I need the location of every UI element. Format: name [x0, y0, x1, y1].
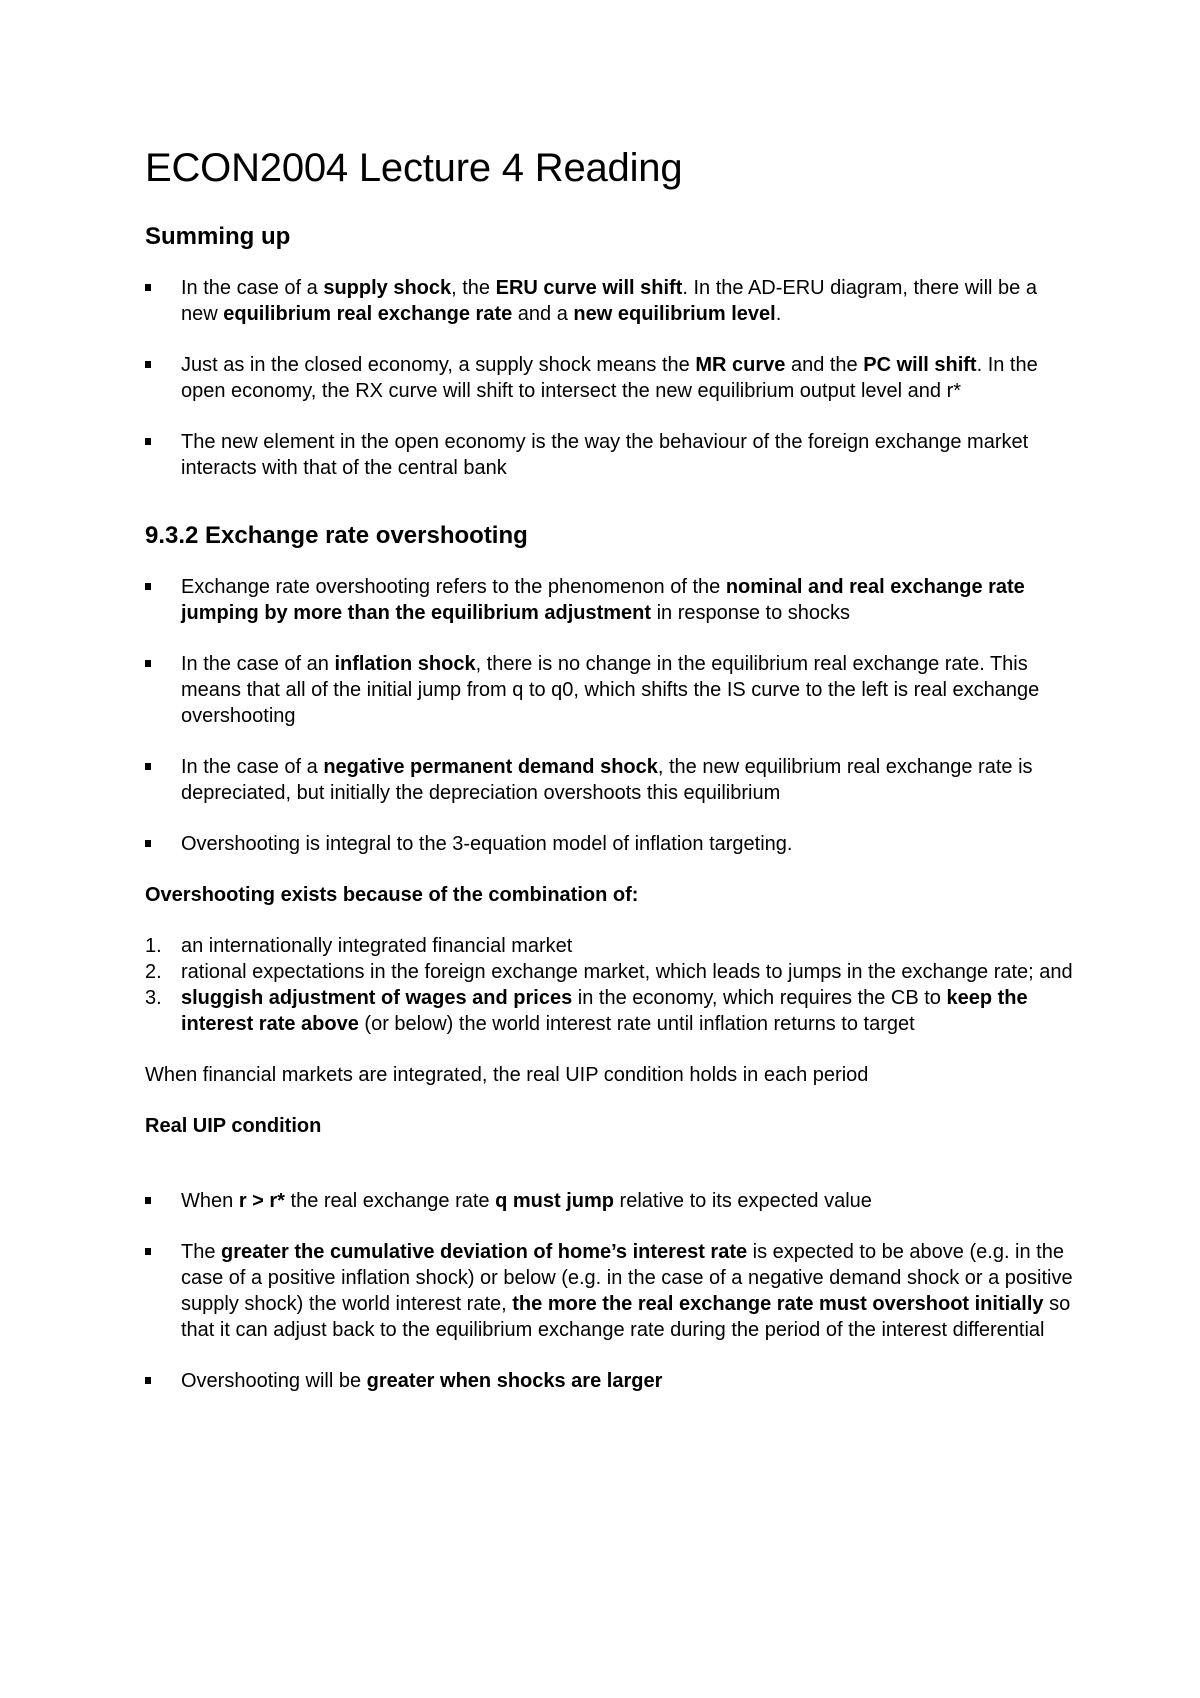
text-run: rational expectations in the foreign exchange market, which leads to jumps in the exchange rate; and — [181, 961, 1073, 983]
summing-up-list — [145, 275, 1075, 481]
uip-list — [145, 1188, 1075, 1394]
bold-text-run: the more the real exchange rate must overshoot initially — [512, 1293, 1044, 1315]
item-number: 3. — [145, 987, 162, 1009]
text-run: in the economy, which requires the CB to — [572, 987, 947, 1009]
text-run: so that it can adjust back to the equilibrium exchange rate during the period of the interest differential — [181, 1293, 1071, 1341]
text-run: Exchange rate overshooting refers to the phenomenon of the — [181, 576, 726, 598]
text-run: In the case of a — [181, 277, 324, 299]
bullet-marker — [145, 583, 151, 590]
text-run: Just as in the closed economy, a supply shock means the — [181, 354, 696, 376]
text-run: . In the AD-ERU diagram, there will be a new — [181, 277, 1037, 325]
bullet-marker — [145, 1377, 151, 1384]
text-run: , there is no change in the equilibrium real exchange rate. This means that all of the initial jump from q to q0, which shifts the IS curve to the left is real exchange overshooting — [181, 653, 1040, 727]
bold-text-run: sluggish adjustment of wages and prices — [181, 987, 573, 1009]
text-run: Overshooting will be — [181, 1370, 367, 1392]
heading-overshooting-exists: Overshooting exists because of the combination of: — [145, 884, 639, 906]
bullet-item — [145, 651, 1075, 729]
bullet-text — [181, 576, 1025, 624]
text-run: and the — [785, 354, 864, 376]
bold-text-run: equilibrium real exchange rate — [223, 303, 513, 325]
bold-text-run: supply shock — [323, 277, 452, 299]
bullet-item — [145, 1368, 1075, 1394]
text-run: . — [775, 303, 782, 325]
text-run: In the case of an — [181, 653, 335, 675]
bold-text-run: q must jump — [495, 1190, 614, 1212]
bullet-text — [181, 354, 1038, 402]
numbered-item — [145, 959, 1075, 985]
bullet-marker — [145, 1197, 151, 1204]
text-run: (or below) the world interest rate until inflation returns to target — [358, 1013, 915, 1035]
text-run: When — [181, 1190, 239, 1212]
item-number: 1. — [145, 935, 162, 957]
text-run: , the — [451, 277, 496, 299]
numbered-item — [145, 933, 1075, 959]
bold-text-run: r > r* — [238, 1190, 285, 1212]
text-run: is expected to be above (e.g. in the case of a positive inflation shock) or below (e.g. in the case of a negative demand shock or a positive supply shock) the world interest rate, — [181, 1241, 1073, 1315]
heading-summing-up: Summing up — [145, 223, 291, 250]
bold-text-run: MR curve — [695, 354, 786, 376]
bullet-item — [145, 275, 1075, 327]
bullet-text — [181, 1241, 1073, 1341]
heading-exchange-rate-overshooting: 9.3.2 Exchange rate overshooting — [145, 522, 528, 549]
text-run: an internationally integrated financial market — [181, 935, 573, 957]
bullet-text — [181, 431, 1028, 479]
bullet-item — [145, 831, 1075, 857]
bold-text-run: nominal and real exchange rate jumping by more than the equilibrium adjustment — [181, 576, 1025, 624]
numbered-item — [145, 985, 1075, 1037]
bold-text-run: greater the cumulative deviation of home’s interest rate — [221, 1241, 748, 1263]
bullet-text — [181, 1370, 662, 1392]
bullet-marker — [145, 284, 151, 291]
text-run: Overshooting is integral to the 3-equation model of inflation targeting. — [181, 833, 793, 855]
numbered-text — [181, 961, 1073, 983]
bullet-marker — [145, 438, 151, 445]
bullet-item — [145, 1239, 1075, 1343]
bullet-text — [181, 653, 1039, 727]
heading-real-uip-condition: Real UIP condition — [145, 1115, 322, 1137]
text-run: The new element in the open economy is the way the behaviour of the foreign exchange market interacts with that of the central bank — [181, 431, 1029, 479]
bullet-marker — [145, 660, 151, 667]
document-title: ECON2004 Lecture 4 Reading — [145, 146, 683, 190]
text-run: . In the open economy, the RX curve will shift to intersect the new equilibrium output level and r* — [181, 354, 1038, 402]
overshooting-causes-list — [145, 933, 1075, 1037]
bullet-item — [145, 574, 1075, 626]
bold-text-run: inflation shock — [334, 653, 476, 675]
document-content — [145, 138, 1075, 1394]
numbered-text — [181, 987, 1028, 1035]
bullet-item — [145, 352, 1075, 404]
bold-text-run: new equilibrium level — [573, 303, 776, 325]
bullet-item — [145, 1188, 1075, 1214]
bullet-item — [145, 754, 1075, 806]
bold-text-run: greater when shocks are larger — [366, 1370, 663, 1392]
bold-text-run: ERU curve will shift — [495, 277, 683, 299]
text-run: In the case of a — [181, 756, 324, 778]
bullet-marker — [145, 840, 151, 847]
bullet-marker — [145, 1248, 151, 1255]
text-run: , the new equilibrium real exchange rate is depreciated, but initially the depreciation overshoots this equilibrium — [181, 756, 1033, 804]
numbered-text — [181, 935, 572, 957]
bullet-text — [181, 277, 1037, 325]
bold-text-run: negative permanent demand shock — [323, 756, 658, 778]
bold-text-run: keep the interest rate above — [181, 987, 1028, 1035]
bullet-text — [181, 756, 1033, 804]
bold-text-run: PC will shift — [863, 354, 977, 376]
text-run: The — [181, 1241, 222, 1263]
bullet-marker — [145, 763, 151, 770]
text-run: in response to shocks — [651, 602, 851, 624]
text-run: relative to its expected value — [614, 1190, 872, 1212]
text-run: the real exchange rate — [284, 1190, 496, 1212]
bullet-item — [145, 429, 1075, 481]
bullet-text — [181, 1190, 872, 1212]
bullet-text — [181, 833, 792, 855]
text-run: and a — [512, 303, 574, 325]
item-number: 2. — [145, 961, 162, 983]
uip-statement: When financial markets are integrated, the real UIP condition holds in each period — [145, 1064, 869, 1086]
bullet-marker — [145, 361, 151, 368]
overshooting-list — [145, 574, 1075, 857]
